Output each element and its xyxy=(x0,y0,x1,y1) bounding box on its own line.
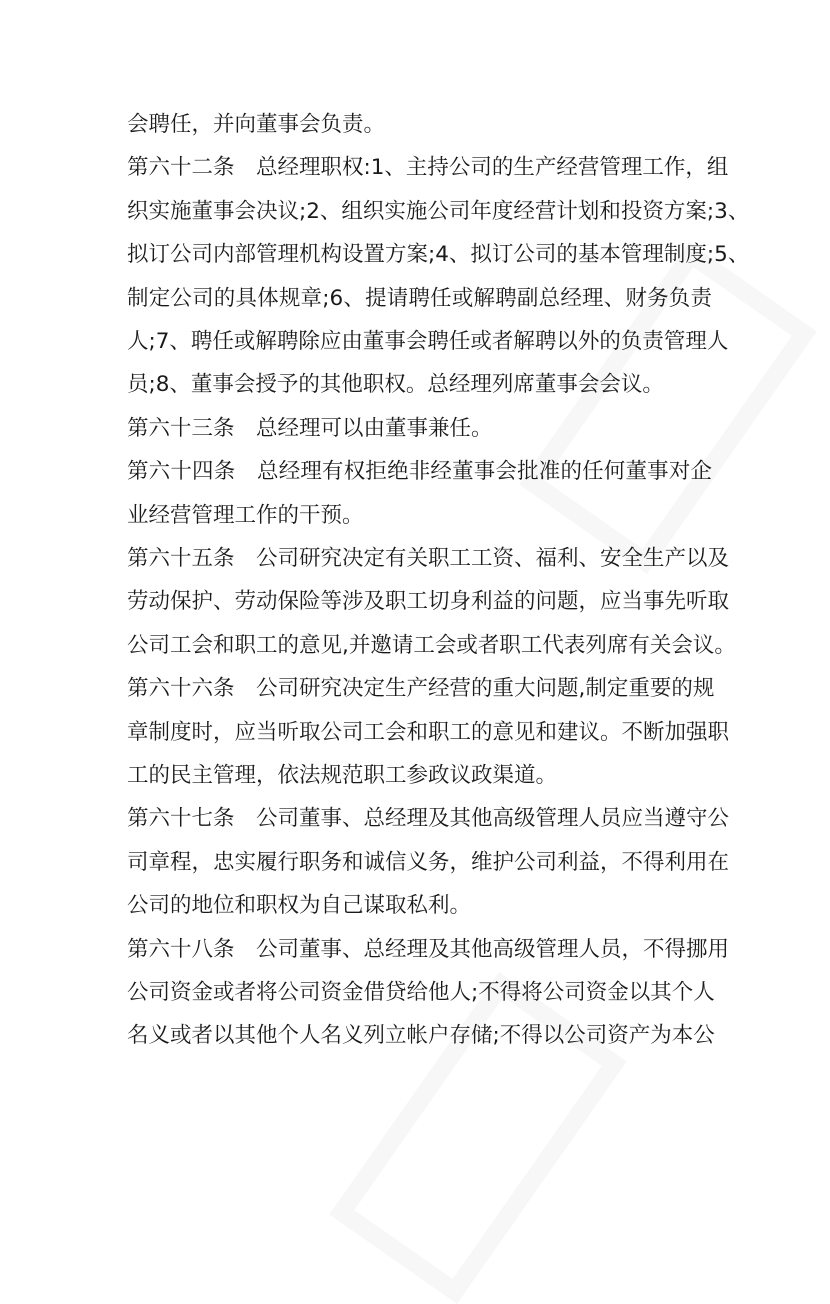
text-line: 工的民主管理，依法规范职工参政议政渠道。 xyxy=(127,763,558,788)
text-line: 第六十八条 公司董事、总经理及其他高级管理人员，不得挪用 xyxy=(127,936,730,962)
text-line: 公司工会和职工的意见,并邀请工会或者职工代表列席有关会议。 xyxy=(127,632,736,658)
text-line: 人;7、聘任或解聘除应由董事会聘任或者解聘以外的负责管理人 xyxy=(127,329,729,354)
text-line: 拟订公司内部管理机构设置方案;4、拟订公司的基本管理制度;5、 xyxy=(127,242,750,268)
text-line: 第六十五条 公司研究决定有关职工工资、福利、安全生产以及 xyxy=(127,546,730,571)
text-line: 第六十七条 公司董事、总经理及其他高级管理人员应当遵守公 xyxy=(127,806,730,832)
text-line: 会聘任，并向董事会负责。 xyxy=(127,112,386,137)
text-line: 第六十六条 公司研究决定生产经营的重大问题,制定重要的规 xyxy=(127,676,715,702)
text-line: 公司的地位和职权为自己谋取私利。 xyxy=(127,893,472,919)
text-line: 司章程，忠实履行职务和诚信义务，维护公司利益，不得利用在 xyxy=(127,849,730,875)
text-line: 第六十二条 总经理职权:1、主持公司的生产经营管理工作，组 xyxy=(127,155,729,181)
text-line: 第六十四条 总经理有权拒绝非经董事会批准的任何董事对企 xyxy=(127,459,712,485)
text-line: 业经营管理工作的干预。 xyxy=(127,502,364,528)
text-line: 第六十三条 总经理可以由董事兼任。 xyxy=(127,415,493,441)
text-line: 劳动保护、劳动保险等涉及职工切身利益的问题，应当事先听取 xyxy=(127,589,730,615)
text-line: 制定公司的具体规章;6、提请聘任或解聘副总经理、财务负责 xyxy=(127,285,712,311)
text-line: 织实施董事会决议;2、组织实施公司年度经营计划和投资方案;3、 xyxy=(127,198,750,224)
text-line: 公司资金或者将公司资金借贷给他人;不得将公司资金以其个人 xyxy=(127,980,715,1005)
text-line: 名义或者以其他个人名义列立帐户存储;不得以公司资产为本公 xyxy=(127,1023,715,1049)
text-line: 章制度时，应当听取公司工会和职工的意见和建议。不断加强职 xyxy=(127,719,730,745)
text-line: 员;8、董事会授予的其他职权。总经理列席董事会会议。 xyxy=(127,372,664,398)
